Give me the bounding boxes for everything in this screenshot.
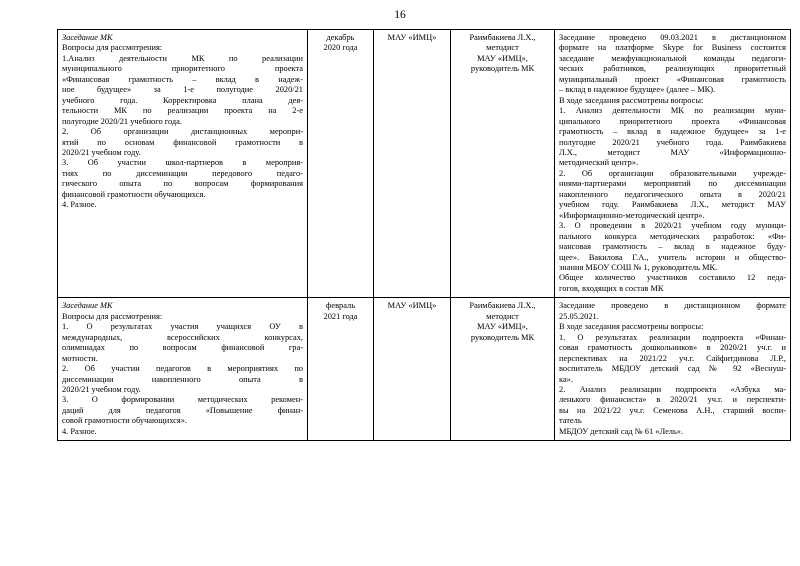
- person-line: руководитель МК: [470, 332, 535, 342]
- date-line: декабрь: [326, 33, 355, 42]
- table-body: [58, 30, 791, 441]
- cell-responsible-person: [451, 30, 555, 298]
- result-line: щее». Вакилова Г.А., учитель истории и общество-: [559, 252, 786, 262]
- date-line: февраль: [325, 301, 356, 311]
- person-line: методист: [486, 43, 519, 53]
- cell-organization: [374, 30, 451, 298]
- result-line: МБДОУ детский сад № 61 «Лель».: [559, 426, 684, 436]
- result-line: 25.05.2021.: [559, 311, 599, 321]
- date-line: 2020 года: [323, 43, 358, 53]
- result-line: вы на 2021/22 уч.г. Семенова А.Н., старший воспи-: [559, 405, 786, 415]
- cell-topic: [58, 30, 308, 298]
- person-line: Раимбакиева Л.Х.,: [469, 301, 536, 311]
- topic-line: 2020/21 учебном году.: [62, 384, 141, 394]
- page-number: 16: [394, 9, 406, 21]
- table-row: [58, 298, 791, 441]
- organization-line: МАУ «ИМЦ»: [387, 301, 437, 311]
- topic-line: ятий по основам финансовой грамотности в: [62, 137, 303, 147]
- person-line: Раимбакиева Л.Х.,: [469, 33, 536, 42]
- result-line: грамотность – вклад в надежное будущее» за 1-е: [559, 127, 786, 137]
- result-line: перспективах на 2021/22 уч.г. Сайфитдинова Л.Р.,: [559, 353, 786, 363]
- result-line: татель: [559, 416, 582, 426]
- topic-line: 4. Разное.: [62, 426, 97, 436]
- result-line: ческих работников, реализующих приоритетный: [559, 64, 786, 74]
- topic-line: Вопросы для рассмотрения:: [62, 43, 163, 53]
- result-line: В ходе заседания рассмотрены вопросы:: [559, 95, 704, 105]
- person-line: руководитель МК: [470, 64, 535, 74]
- cell-organization: [374, 298, 451, 441]
- result-line: гогов, входящих в состав МК: [559, 283, 664, 293]
- topic-line: 2. Об участии педагогов в мероприятиях по: [62, 364, 303, 374]
- topic-line: 2. Об организации дистанционных меропри-: [62, 127, 303, 137]
- topic-line: 1.Анализ деятельности МК по реализации: [62, 53, 303, 63]
- organization-line: МАУ «ИМЦ»: [387, 33, 437, 42]
- result-line: 2. Анализ реализации подпроекта «Азбука ма-: [559, 384, 786, 394]
- result-line: 1. Анализ деятельности МК по реализации муни-: [559, 106, 786, 116]
- result-line: Общее количество участников составило 12 педа-: [559, 273, 786, 283]
- result-line: ка».: [559, 374, 573, 384]
- result-line: пального конкурса методических разработок: «Фи-: [559, 231, 786, 241]
- result-line: муниципальный проект «Финансовая грамотность: [559, 74, 786, 84]
- result-line: Заседание проведено в дистанционном формате: [559, 301, 786, 311]
- topic-line: муниципального приоритетного проекта: [62, 64, 303, 74]
- topic-line: международных, всероссийских конкурсах,: [62, 332, 303, 342]
- result-line: знания МБОУ СОШ № 1, руководитель МК.: [559, 262, 718, 272]
- topic-line: финансовой грамотности обучающихся.: [62, 189, 206, 199]
- topic-line: совой грамотности обучающихся».: [62, 416, 188, 426]
- result-line: – вклад в надежное будущее» (далее – МК).: [559, 85, 716, 95]
- person-line: МАУ «ИМЦ»,: [477, 53, 528, 63]
- topic-line: 2020/21 учебном году.: [62, 147, 141, 157]
- result-line: Заседание проведено 09.03.2021 в дистанционном: [559, 33, 786, 42]
- topic-line: олимпиадах по вопросам финансовой гра-: [62, 343, 303, 353]
- result-line: накопленного педагогического опыта в 2020/21: [559, 189, 786, 199]
- result-line: полугодие 2020/21 учебного года. Раимбакиева: [559, 137, 786, 147]
- result-line: нансовая грамотность – вклад в надежное буду-: [559, 242, 786, 252]
- result-line: ниями-партнерами мероприятий по диссеминации: [559, 179, 786, 189]
- result-line: В ходе заседания рассмотрены вопросы:: [559, 322, 704, 332]
- topic-line: полугодие 2020/21 учебного года.: [62, 116, 182, 126]
- topic-line: «Финансовая грамотность – вклад в надеж-: [62, 74, 303, 84]
- person-line: методист: [486, 311, 519, 321]
- result-line: «Информационно-методический центр».: [559, 210, 705, 220]
- topic-line: 3. О формировании методических рекомен-: [62, 395, 303, 405]
- cell-date: [308, 30, 374, 298]
- result-line: ленького финансиста» в 2020/21 уч.г. и перспекти-: [559, 395, 786, 405]
- result-line: Л.Х., методист МАУ «Информационно-: [559, 147, 786, 157]
- result-line: учебном году. Раимбакиева Л.Х., методист МАУ: [559, 200, 786, 210]
- topic-line: учебного года. Корректировка плана дея-: [62, 95, 303, 105]
- result-line: 2. Об организации образовательными учрежде-: [559, 168, 786, 178]
- result-line: формате на платформе Skype for Business состоится: [559, 43, 786, 53]
- meetings-table: [57, 29, 791, 441]
- topic-line: гического опыта по вопросам формирования: [62, 179, 303, 189]
- result-line: ципального приоритетного проекта «Финансовая: [559, 116, 786, 126]
- result-line: методический центр».: [559, 158, 639, 168]
- topic-line: Вопросы для рассмотрения:: [62, 311, 163, 321]
- cell-result: [555, 30, 791, 298]
- topic-line: 4. Разное.: [62, 200, 97, 210]
- topic-line: даций для педагогов «Повышение финан-: [62, 405, 303, 415]
- topic-line: мотности.: [62, 353, 98, 363]
- result-line: совая грамотность дошкольников» в 2020/21 уч.г. и: [559, 343, 786, 353]
- result-line: заседание межфункциональной команды педагоги-: [559, 53, 786, 63]
- table-row: [58, 30, 791, 298]
- result-line: 3. О проведении в 2020/21 учебном году муници-: [559, 221, 786, 231]
- person-line: МАУ «ИМЦ»,: [477, 322, 528, 332]
- result-line: воспитатель МБДОУ детский сад № 92 «Веснуш-: [559, 364, 786, 374]
- topic-heading: Заседание МК: [62, 33, 113, 42]
- topic-line: тельности МК по реализации проекта на 2-е: [62, 106, 303, 116]
- cell-responsible-person: [451, 298, 555, 441]
- date-line: 2021 года: [323, 311, 358, 321]
- cell-topic: [58, 298, 308, 441]
- cell-date: [308, 298, 374, 441]
- topic-line: ное будущее» за 1-е полугодие 2020/21: [62, 85, 303, 95]
- topic-line: диссеминации накопленного опыта в: [62, 374, 303, 384]
- topic-heading: Заседание МК: [62, 301, 113, 311]
- cell-result: [555, 298, 791, 441]
- topic-line: тиях по диссеминации передового педаго-: [62, 168, 303, 178]
- result-line: 1. О результатах реализации подпроекта «Финан-: [559, 332, 786, 342]
- topic-line: 1. О результатах участия учащихся ОУ в: [62, 322, 303, 332]
- topic-line: 3. Об участии школ-партнеров в мероприя-: [62, 158, 303, 168]
